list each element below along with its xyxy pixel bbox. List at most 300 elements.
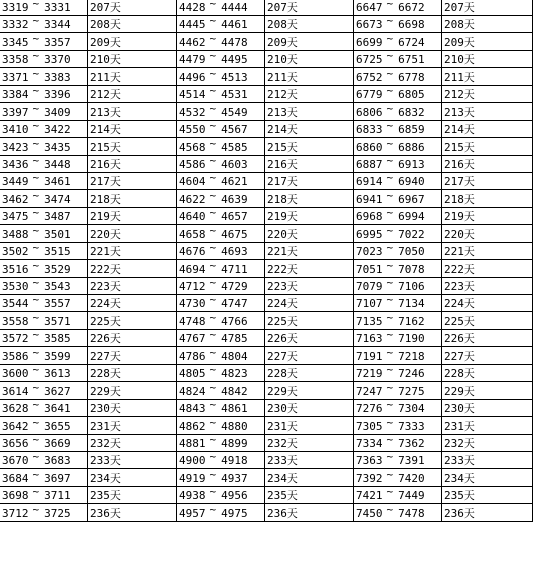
range-separator: ~: [209, 416, 217, 429]
range-end: 7420: [398, 471, 425, 485]
range-start: 4496: [179, 70, 206, 84]
range-start: 6887: [356, 157, 383, 171]
days-cell: 210天: [442, 50, 533, 67]
range-start: 4622: [179, 192, 206, 206]
range-end: 7218: [398, 349, 425, 363]
range-end: 4804: [221, 349, 248, 363]
days-cell: 212天: [88, 85, 177, 102]
range-end: 3461: [44, 175, 71, 189]
range-cell: [177, 68, 265, 85]
range-cell: [354, 312, 442, 329]
range-cell: [0, 242, 88, 259]
range-start: 4786: [179, 349, 206, 363]
range-start: 3670: [2, 454, 29, 468]
range-end: 6967: [398, 192, 425, 206]
range-start: 3698: [2, 489, 29, 503]
days-cell: 210天: [88, 50, 177, 67]
range-cell: [354, 277, 442, 294]
days-cell: 235天: [265, 486, 354, 503]
range-cell: [0, 312, 88, 329]
days-cell: 234天: [442, 469, 533, 486]
range-separator: ~: [209, 172, 217, 185]
range-separator: ~: [32, 364, 40, 377]
days-cell: 209天: [442, 33, 533, 50]
days-cell: 208天: [442, 16, 533, 33]
range-end: 3396: [44, 88, 71, 102]
range-start: 4957: [179, 506, 206, 520]
days-cell: 220天: [88, 225, 177, 242]
range-end: 7478: [398, 506, 425, 520]
days-cell: 209天: [88, 33, 177, 50]
range-end: 3557: [44, 297, 71, 311]
days-cell: 223天: [265, 277, 354, 294]
range-end: 4842: [221, 384, 248, 398]
range-separator: ~: [386, 32, 394, 45]
range-cell: [354, 364, 442, 381]
range-separator: ~: [386, 155, 394, 167]
range-start: 7163: [356, 332, 383, 346]
days-cell: 223天: [88, 277, 177, 294]
range-cell: [177, 417, 265, 434]
days-cell: 236天: [442, 504, 533, 521]
range-cell: [0, 295, 88, 312]
range-end: 6832: [398, 105, 425, 119]
range-separator: ~: [32, 207, 40, 220]
days-cell: 226天: [442, 329, 533, 346]
range-cell: [354, 417, 442, 434]
days-cell: 234天: [88, 469, 177, 486]
range-cell: [354, 242, 442, 259]
range-start: 4445: [179, 18, 206, 32]
range-cell: [0, 85, 88, 102]
range-end: 3409: [44, 105, 71, 119]
range-separator: ~: [209, 381, 217, 394]
range-start: 3516: [2, 262, 29, 276]
range-separator: ~: [209, 189, 217, 202]
range-end: 4444: [221, 1, 248, 14]
range-end: 3487: [44, 210, 71, 224]
range-separator: ~: [32, 120, 40, 133]
range-end: 6994: [398, 210, 425, 224]
range-separator: ~: [209, 15, 217, 28]
range-end: 4918: [221, 454, 248, 468]
range-separator: ~: [32, 434, 40, 446]
days-cell: 207天: [265, 0, 354, 16]
range-separator: ~: [386, 242, 394, 255]
range-separator: ~: [386, 50, 394, 63]
range-start: 4900: [179, 454, 206, 468]
range-cell: [354, 172, 442, 189]
range-separator: ~: [386, 416, 394, 429]
range-end: 6886: [398, 140, 425, 154]
range-separator: ~: [386, 381, 394, 394]
days-cell: 229天: [88, 382, 177, 399]
range-cell: [177, 469, 265, 486]
range-separator: ~: [386, 329, 394, 342]
range-cell: [354, 295, 442, 312]
range-start: 3488: [2, 227, 29, 241]
range-start: 4479: [179, 53, 206, 67]
days-cell: 215天: [442, 138, 533, 155]
range-separator: ~: [32, 259, 40, 272]
range-start: 6833: [356, 123, 383, 137]
table-row: [0, 103, 533, 120]
range-cell: [177, 347, 265, 364]
range-separator: ~: [209, 242, 217, 255]
days-cell: 226天: [265, 329, 354, 346]
range-end: 6672: [398, 1, 425, 14]
range-cell: [177, 382, 265, 399]
range-end: 7022: [398, 227, 425, 241]
range-cell: [354, 382, 442, 399]
range-separator: ~: [32, 172, 40, 185]
range-cell: [354, 329, 442, 346]
range-start: 3371: [2, 70, 29, 84]
range-cell: [177, 451, 265, 468]
range-start: 3475: [2, 210, 29, 224]
days-cell: 208天: [88, 16, 177, 33]
table-row: [0, 16, 533, 33]
range-start: 7450: [356, 506, 383, 520]
range-separator: ~: [32, 15, 40, 28]
range-start: 4881: [179, 436, 206, 450]
range-cell: [354, 434, 442, 451]
range-separator: ~: [386, 224, 394, 237]
range-start: 6914: [356, 175, 383, 189]
range-end: 3501: [44, 227, 71, 241]
range-cell: [177, 399, 265, 416]
range-start: 6941: [356, 192, 383, 206]
range-cell: [354, 260, 442, 277]
range-cell: [354, 0, 442, 16]
range-cell: [0, 277, 88, 294]
range-cell: [177, 277, 265, 294]
range-cell: [177, 207, 265, 224]
range-start: 3397: [2, 105, 29, 119]
range-end: 4675: [221, 227, 248, 241]
days-cell: 222天: [88, 260, 177, 277]
range-end: 4899: [221, 436, 248, 450]
days-cell: 215天: [88, 138, 177, 155]
table-row: [0, 120, 533, 137]
range-end: 3543: [44, 280, 71, 293]
range-cell: [0, 68, 88, 85]
range-end: 3515: [44, 245, 71, 259]
range-start: 4730: [179, 297, 206, 311]
range-cell: [177, 172, 265, 189]
range-start: 3600: [2, 367, 29, 381]
range-end: 6859: [398, 123, 425, 137]
range-start: 7334: [356, 436, 383, 450]
table-row: [0, 364, 533, 381]
range-start: 3332: [2, 18, 29, 32]
days-cell: 212天: [265, 85, 354, 102]
range-start: 3642: [2, 419, 29, 433]
range-separator: ~: [32, 224, 40, 237]
range-end: 3683: [44, 454, 71, 468]
range-separator: ~: [386, 468, 394, 481]
range-cell: [0, 207, 88, 224]
days-cell: 230天: [442, 399, 533, 416]
days-cell: 211天: [265, 68, 354, 85]
range-end: 4603: [221, 157, 248, 171]
range-cell: [354, 68, 442, 85]
range-end: 7333: [398, 419, 425, 433]
range-separator: ~: [386, 399, 394, 412]
range-start: 4938: [179, 489, 206, 503]
range-separator: ~: [32, 32, 40, 45]
range-separator: ~: [209, 451, 217, 464]
days-cell: 213天: [442, 103, 533, 120]
range-start: 7392: [356, 471, 383, 485]
range-separator: ~: [386, 137, 394, 150]
range-start: 6779: [356, 88, 383, 102]
range-separator: ~: [209, 207, 217, 220]
range-end: 3370: [44, 53, 71, 67]
range-cell: [0, 434, 88, 451]
days-cell: 222天: [265, 260, 354, 277]
range-separator: ~: [386, 364, 394, 377]
range-start: 7363: [356, 454, 383, 468]
range-end: 7190: [398, 332, 425, 346]
range-end: 6751: [398, 53, 425, 67]
range-separator: ~: [386, 172, 394, 185]
range-separator: ~: [209, 311, 217, 324]
range-cell: [177, 50, 265, 67]
table-row: [0, 0, 533, 16]
range-cell: [0, 382, 88, 399]
range-separator: ~: [386, 207, 394, 220]
table-row: [0, 434, 533, 451]
days-cell: 236天: [265, 504, 354, 521]
days-cell: 210天: [265, 50, 354, 67]
days-cell: 221天: [265, 242, 354, 259]
days-cell: 223天: [442, 277, 533, 294]
range-start: 7421: [356, 489, 383, 503]
range-cell: [354, 347, 442, 364]
range-start: 4658: [179, 227, 206, 241]
range-cell: [0, 225, 88, 242]
range-end: 3422: [44, 123, 71, 137]
range-end: 3599: [44, 349, 71, 363]
range-cell: [0, 16, 88, 33]
range-start: 6968: [356, 210, 383, 224]
days-cell: 228天: [442, 364, 533, 381]
range-cell: [0, 33, 88, 50]
table-row: [0, 469, 533, 486]
range-end: 3474: [44, 192, 71, 206]
days-cell: 214天: [88, 120, 177, 137]
range-cell: [354, 103, 442, 120]
range-end: 3585: [44, 332, 71, 346]
range-separator: ~: [386, 67, 394, 80]
range-separator: ~: [32, 294, 40, 307]
range-separator: ~: [386, 346, 394, 359]
days-cell: 224天: [88, 295, 177, 312]
range-separator: ~: [386, 85, 394, 98]
range-cell: [177, 155, 265, 172]
range-cell: [177, 103, 265, 120]
range-start: 3558: [2, 314, 29, 328]
range-start: 6647: [356, 1, 383, 14]
range-start: 3384: [2, 88, 29, 102]
range-start: 3423: [2, 140, 29, 154]
days-cell: 229天: [265, 382, 354, 399]
range-end: 7050: [398, 245, 425, 259]
range-start: 6699: [356, 35, 383, 49]
range-end: 3711: [44, 489, 71, 503]
range-start: 3436: [2, 157, 29, 171]
range-cell: [0, 329, 88, 346]
range-cell: [0, 155, 88, 172]
range-cell: [354, 225, 442, 242]
range-separator: ~: [386, 120, 394, 133]
range-end: 7162: [398, 314, 425, 328]
range-start: 4824: [179, 384, 206, 398]
range-end: 7304: [398, 402, 425, 416]
range-end: 3697: [44, 471, 71, 485]
range-cell: [354, 16, 442, 33]
range-start: 4767: [179, 332, 206, 346]
range-end: 4975: [221, 506, 248, 520]
days-cell: 231天: [88, 417, 177, 434]
range-separator: ~: [386, 311, 394, 324]
range-end: 7106: [398, 280, 425, 293]
range-start: 4586: [179, 157, 206, 171]
table-row: [0, 277, 533, 294]
range-end: 6698: [398, 18, 425, 32]
range-cell: [0, 504, 88, 521]
range-start: 4805: [179, 367, 206, 381]
range-start: 7079: [356, 280, 383, 293]
days-cell: 228天: [88, 364, 177, 381]
range-cell: [354, 451, 442, 468]
table-row: [0, 33, 533, 50]
range-separator: ~: [32, 242, 40, 255]
range-cell: [177, 434, 265, 451]
range-start: 7107: [356, 297, 383, 311]
range-start: 4462: [179, 35, 206, 49]
range-separator: ~: [209, 346, 217, 359]
range-end: 4693: [221, 245, 248, 259]
range-cell: [0, 138, 88, 155]
range-start: 4604: [179, 175, 206, 189]
range-start: 3530: [2, 280, 29, 293]
range-cell: [0, 0, 88, 16]
range-end: 4585: [221, 140, 248, 154]
range-cell: [0, 50, 88, 67]
days-cell: 234天: [265, 469, 354, 486]
days-cell: 225天: [442, 312, 533, 329]
range-end: 3435: [44, 140, 71, 154]
range-separator: ~: [386, 503, 394, 516]
table-row: [0, 68, 533, 85]
range-start: 4676: [179, 245, 206, 259]
table-row: [0, 138, 533, 155]
range-end: 4461: [221, 18, 248, 32]
range-start: 6860: [356, 140, 383, 154]
days-cell: 211天: [442, 68, 533, 85]
range-start: 4862: [179, 419, 206, 433]
range-end: 6724: [398, 35, 425, 49]
days-cell: 209天: [265, 33, 354, 50]
range-end: 3357: [44, 35, 71, 49]
range-end: 3641: [44, 402, 71, 416]
table-row: [0, 172, 533, 189]
range-start: 3572: [2, 332, 29, 346]
days-cell: 230天: [265, 399, 354, 416]
days-cell: 208天: [265, 16, 354, 33]
range-cell: [354, 190, 442, 207]
range-start: 6806: [356, 105, 383, 119]
range-separator: ~: [32, 329, 40, 342]
table-row: [0, 312, 533, 329]
range-start: 4843: [179, 402, 206, 416]
range-cell: [177, 0, 265, 16]
days-cell: 220天: [442, 225, 533, 242]
range-end: 4531: [221, 88, 248, 102]
range-end: 7275: [398, 384, 425, 398]
range-separator: ~: [32, 451, 40, 464]
range-separator: ~: [32, 102, 40, 115]
range-end: 6940: [398, 175, 425, 189]
range-start: 4640: [179, 210, 206, 224]
days-cell: 225天: [265, 312, 354, 329]
range-cell: [0, 469, 88, 486]
range-start: 3462: [2, 192, 29, 206]
days-cell: 219天: [442, 207, 533, 224]
range-start: 7051: [356, 262, 383, 276]
range-cell: [0, 486, 88, 503]
table-row: [0, 399, 533, 416]
table-row: [0, 417, 533, 434]
range-cell: [177, 242, 265, 259]
range-start: 4919: [179, 471, 206, 485]
range-separator: ~: [209, 32, 217, 45]
range-cell: [177, 85, 265, 102]
range-cell: [177, 295, 265, 312]
days-cell: 214天: [442, 120, 533, 137]
range-end: 7362: [398, 436, 425, 450]
range-cell: [177, 486, 265, 503]
range-start: 4748: [179, 314, 206, 328]
range-separator: ~: [386, 102, 394, 115]
range-cell: [177, 138, 265, 155]
range-separator: ~: [209, 434, 217, 446]
range-cell: [354, 33, 442, 50]
range-separator: ~: [386, 189, 394, 202]
range-start: 6673: [356, 18, 383, 32]
range-start: 3712: [2, 506, 29, 520]
range-start: 4514: [179, 88, 206, 102]
range-cell: [177, 225, 265, 242]
range-separator: ~: [209, 294, 217, 307]
table-row: [0, 50, 533, 67]
range-end: 4766: [221, 314, 248, 328]
range-end: 4513: [221, 70, 248, 84]
range-cell: [0, 347, 88, 364]
range-separator: ~: [32, 399, 40, 412]
range-end: 3613: [44, 367, 71, 381]
range-cell: [177, 120, 265, 137]
range-cell: [354, 399, 442, 416]
range-cell: [177, 16, 265, 33]
range-end: 4567: [221, 123, 248, 137]
days-cell: 221天: [88, 242, 177, 259]
days-cell: 229天: [442, 382, 533, 399]
range-separator: ~: [209, 120, 217, 133]
range-start: 3345: [2, 35, 29, 49]
